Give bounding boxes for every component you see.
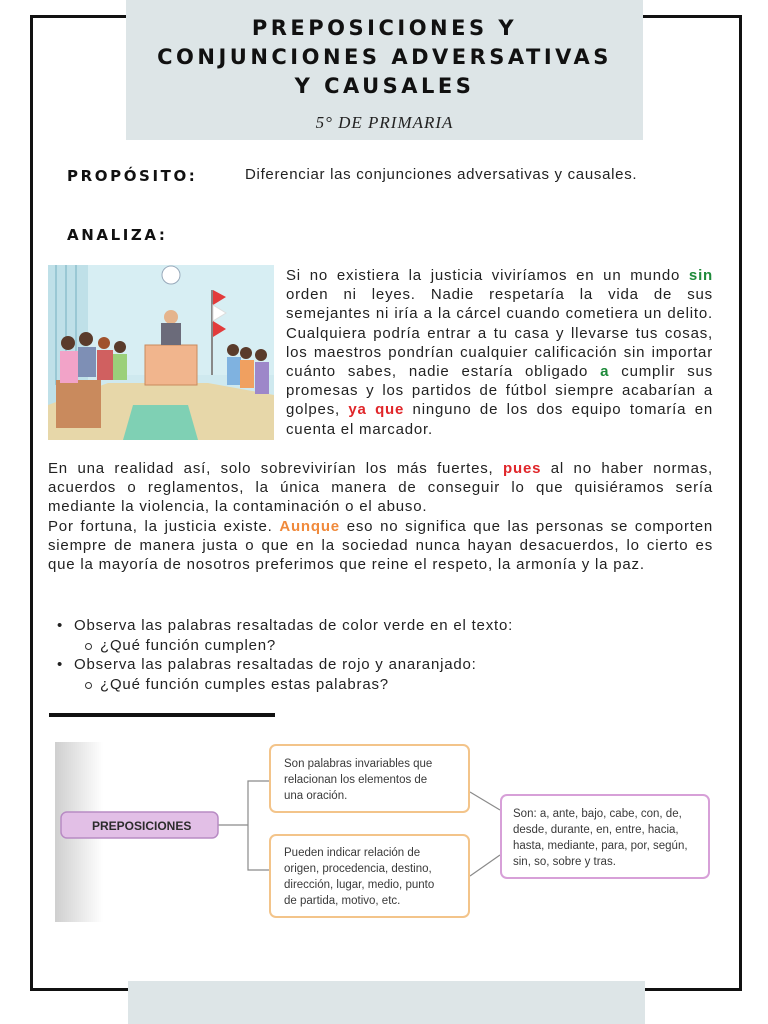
highlight-green: sin [688, 267, 713, 284]
highlight-green: a [600, 363, 610, 381]
text-run: En una realidad así, solo sobrevivirían los más fuertes, [48, 460, 504, 477]
definition-line: una oración. [284, 790, 348, 802]
page-title [126, 14, 643, 101]
relations-line: dirección, lugar, medio, punto [284, 879, 435, 891]
grade-subtitle: 5° DE PRIMARIA [315, 113, 454, 132]
text-run: ninguno de los dos equipo tomaría en cuenta el marcador. [286, 401, 713, 438]
text-run: orden ni leyes. Nadie respetaría la vida de sus semejantes ni iría a la cárcel cuando cometiera un delito. Cualquiera podría entrar a tu casa y llevarse tus cosas, los maestros pondrían cualquier calificación sin importar cuánto sabes, nadie estaría obligado [286, 286, 713, 381]
prepositions-concept-map [55, 740, 720, 925]
list-line: hasta, mediante, para, por, según, [513, 840, 688, 852]
highlight-red: ya que [348, 401, 405, 419]
list-line: desde, durante, en, entre, hacia, [513, 824, 679, 836]
question-item: • Observa las palabras resaltadas de color verde en el texto: [54, 616, 734, 636]
relations-line: Pueden indicar relación de [284, 847, 421, 859]
purpose-label: PROPÓSITO: [67, 167, 198, 185]
title-line: PREPOSICIONES Y [251, 16, 518, 40]
title-line: CONJUNCIONES ADVERSATIVAS [157, 45, 612, 69]
text-run: Si no existiera la justicia viviríamos en un mundo [286, 267, 689, 284]
list-line: sin, so, sobre y tras. [513, 856, 616, 868]
relations-line: origen, procedencia, destino, [284, 863, 432, 875]
paragraph-1 [286, 266, 713, 439]
connector-lines [218, 781, 270, 870]
text-run: Por fortuna, la justicia existe. [48, 518, 280, 535]
connector-lines-right [470, 792, 500, 876]
main-label: PREPOSICIONES [92, 819, 192, 833]
list-line: Son: a, ante, bajo, cabe, con, de, [513, 808, 682, 820]
text-run: eso no significa que las personas se comporten siempre de manera justa o que en la sociedad nunca hayan desacuerdos, lo cierto es que la mayoría de nosotros preferimos que reine el respeto, la armonía y la paz. [48, 518, 713, 574]
question-list [54, 616, 734, 694]
definition-line: Son palabras invariables que [284, 758, 433, 770]
paragraph-2 [48, 459, 713, 517]
analyze-label: ANALIZA: [67, 226, 168, 244]
relations-line: de partida, motivo, etc. [284, 895, 401, 907]
question-subitem: ¿Qué función cumples estas palabras? [54, 675, 734, 695]
highlight-orange: Aunque [279, 518, 340, 535]
header-band [126, 0, 643, 140]
paragraph-3 [48, 517, 713, 575]
highlight-red: pues [503, 460, 542, 477]
classroom-scene-illustration [48, 265, 274, 440]
title-line: Y CAUSALES [294, 74, 475, 98]
purpose-text: Diferenciar las conjunciones adversativas y causales. [245, 166, 638, 183]
footer-band [128, 981, 645, 1024]
question-item: • Observa las palabras resaltadas de rojo y anaranjado: [54, 655, 734, 675]
definition-line: relacionan los elementos de [284, 774, 428, 786]
text-run: cumplir sus promesas y los partidos de fútbol siempre acabarían a golpes, [286, 363, 713, 419]
question-subitem: ¿Qué función cumplen? [54, 636, 734, 656]
section-divider [49, 713, 275, 717]
text-run: al no haber normas, acuerdos o reglamentos, la única manera de conseguir lo que quisiéramos sería mediante la violencia, la contaminación o el abuso. [48, 460, 714, 516]
